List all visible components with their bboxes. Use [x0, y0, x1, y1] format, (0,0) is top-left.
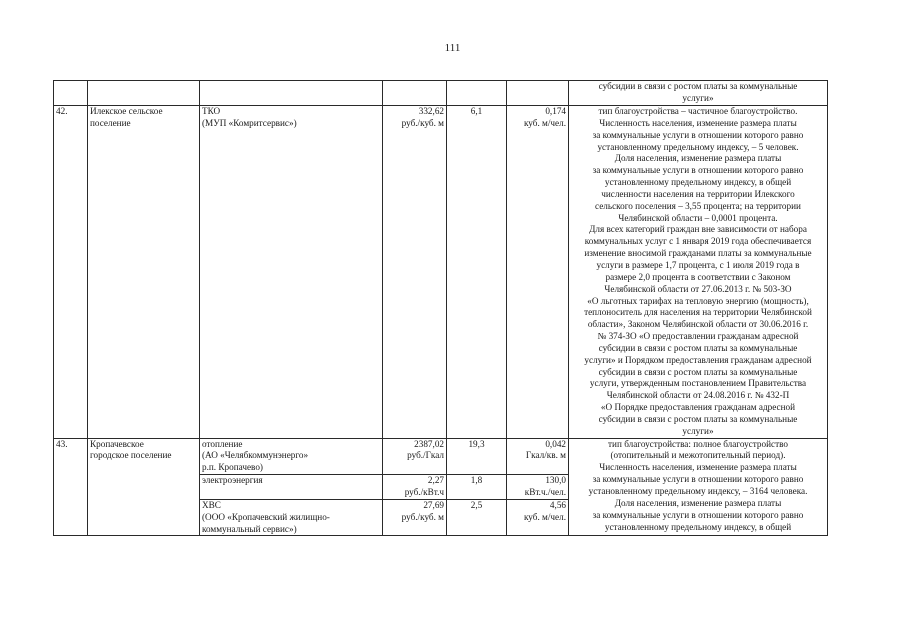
table-row: [54, 106, 828, 439]
desc-line: установленному предельному индексу, – 3164 человека.: [588, 486, 808, 496]
cell-service: [200, 106, 383, 439]
desc-line: численности населения на территории Илекского: [601, 188, 795, 199]
service-line: ТКО: [202, 106, 221, 116]
desc-line: Доля населения, изменение размера платы: [614, 497, 782, 508]
desc-line: установленному предельному индексу, в общей: [604, 177, 792, 188]
desc-line: за коммунальные услуги в отношении которого равно: [592, 165, 804, 176]
cell-volume: [507, 106, 569, 439]
volume-value: 130,0: [545, 475, 566, 486]
cell-description: [569, 106, 828, 439]
cell-volume: [507, 438, 569, 475]
desc-line: субсидии в связи с ростом платы за коммунальные: [598, 413, 798, 424]
volume-unit: куб. м/чел.: [523, 511, 566, 522]
cell-service: [200, 499, 383, 536]
tariff-table: [53, 80, 828, 536]
service-line: электроэнергия: [202, 475, 263, 486]
desc-line: субсидии в связи с ростом платы за коммунальные: [598, 366, 798, 377]
desc-line: «О Порядке предоставления гражданам адресной: [600, 402, 796, 413]
desc-line: сельского поселения – 3,55 процента; на территории: [595, 200, 801, 211]
tariff-unit: руб./Гкал: [407, 450, 444, 461]
desc-line: субсидии в связи с ростом платы за коммунальные: [598, 81, 798, 91]
service-line: (ООО «Кропачевский жилищно-: [202, 511, 330, 522]
cell-num: 43.: [54, 438, 88, 536]
cell-volume: [507, 499, 569, 536]
service-line: отопление: [202, 438, 243, 449]
desc-line: (отопительный и межотопительный период).: [610, 450, 786, 461]
desc-line: теплоноситель для населения на территории Челябинской: [584, 307, 812, 318]
cell-tariff: [383, 438, 447, 475]
municipality-line: Кропачевское: [90, 438, 144, 449]
cell-municipality: [88, 106, 200, 439]
table-row: [54, 438, 828, 475]
tariff-unit: руб./куб. м: [401, 117, 444, 128]
desc-line: услуги в размере 1,7 процента, с 1 июля 2019 года в: [596, 259, 800, 270]
cell-percent: 1,8: [447, 475, 507, 500]
cell-percent: 2,5: [447, 499, 507, 536]
cell-volume: [507, 475, 569, 500]
cell-num: [54, 81, 88, 106]
desc-line: Челябинской области от 27.06.2013 г. № 503-ЗО: [604, 283, 792, 294]
desc-line: услуги, утвержденным постановлением Правительства: [589, 378, 807, 389]
cell-percent: 6,1: [447, 106, 507, 439]
desc-line: услуги»: [682, 425, 714, 436]
cell-tariff: [383, 106, 447, 439]
volume-unit: кВт.ч./чел.: [524, 487, 566, 497]
desc-line: за коммунальные услуги в отношении которого равно: [592, 129, 804, 140]
desc-line: размере 2,0 процента в соответствии с Законом: [605, 271, 791, 282]
desc-line: области», Законом Челябинской области от 30.06.2016 г.: [587, 319, 809, 330]
volume-unit: Гкал/кв. м: [525, 450, 566, 461]
desc-line: за коммунальные услуги в отношении которого равно: [592, 474, 804, 485]
desc-line: за коммунальные услуги в отношении которого равно: [592, 509, 804, 520]
cell-description: [569, 438, 828, 536]
tariff-value: 2387,02: [414, 438, 444, 449]
page-number: 111: [444, 42, 461, 54]
desc-line: Численность населения, изменение размера платы: [599, 117, 797, 128]
municipality-line: поселение: [90, 117, 131, 128]
cell-percent: 19,3: [447, 438, 507, 475]
volume-value: 4,56: [549, 499, 566, 510]
desc-line: субсидии в связи с ростом платы за коммунальные: [598, 342, 798, 353]
municipality-line: Илекское сельское: [90, 106, 163, 116]
cell-tariff: [383, 81, 447, 106]
desc-line: тип благоустройства: полное благоустройство: [608, 438, 788, 449]
tariff-unit: руб./куб. м: [401, 511, 444, 522]
service-line: (АО «Челябкоммунэнерго»: [202, 450, 309, 461]
cell-service: [200, 475, 383, 500]
cell-service: [200, 438, 383, 475]
cell-service: [200, 81, 383, 106]
desc-line: услуги» и Порядком предоставления гражданам адресной: [584, 354, 812, 365]
desc-line: Доля населения, изменение размера платы: [614, 153, 782, 164]
volume-value: 0,174: [545, 106, 566, 116]
desc-line: установленному предельному индексу, в общей: [604, 521, 792, 532]
desc-line: «О льготных тарифах на тепловую энергию (мощность),: [587, 295, 809, 306]
desc-line: изменение вносимой гражданами платы за коммунальные: [584, 248, 812, 259]
desc-line: Челябинской области – 0,0001 процента.: [618, 212, 778, 223]
cell-tariff: [383, 475, 447, 500]
cell-volume: [507, 81, 569, 106]
cell-num: 42.: [54, 106, 88, 439]
service-line: ХВС: [202, 499, 221, 510]
table-row-continuation: [54, 81, 828, 106]
volume-unit: куб. м/чел.: [523, 117, 566, 128]
tariff-unit: руб./кВт.ч: [404, 487, 444, 497]
service-line: р.п. Кропачево): [202, 462, 263, 473]
cell-municipality: [88, 438, 200, 536]
service-line: (МУП «Комритсервис»): [202, 117, 297, 128]
desc-line: услуги»: [682, 92, 714, 103]
cell-municipality: [88, 81, 200, 106]
cell-percent: [447, 81, 507, 106]
cell-tariff: [383, 499, 447, 536]
desc-line: установленному предельному индексу, – 5 человек.: [597, 141, 799, 152]
tariff-value: 332,62: [418, 106, 444, 116]
municipality-line: городское поселение: [90, 450, 172, 461]
desc-line: Для всех категорий граждан вне зависимости от набора: [589, 224, 807, 235]
desc-line: коммунальных услуг с 1 января 2019 года обеспечивается: [584, 236, 812, 247]
desc-line: тип благоустройства – частичное благоустройство.: [598, 106, 798, 116]
cell-description: [569, 81, 828, 106]
volume-value: 0,042: [545, 438, 566, 449]
desc-line: Численность населения, изменение размера платы: [599, 462, 797, 473]
tariff-value: 27,69: [423, 499, 444, 510]
desc-line: № 374-ЗО «О предоставлении гражданам адресной: [597, 331, 799, 342]
tariff-value: 2,27: [427, 475, 444, 486]
service-line: коммунальный сервис»): [202, 523, 297, 534]
desc-line: Челябинской области от 24.08.2016 г. № 432-П: [606, 390, 790, 401]
